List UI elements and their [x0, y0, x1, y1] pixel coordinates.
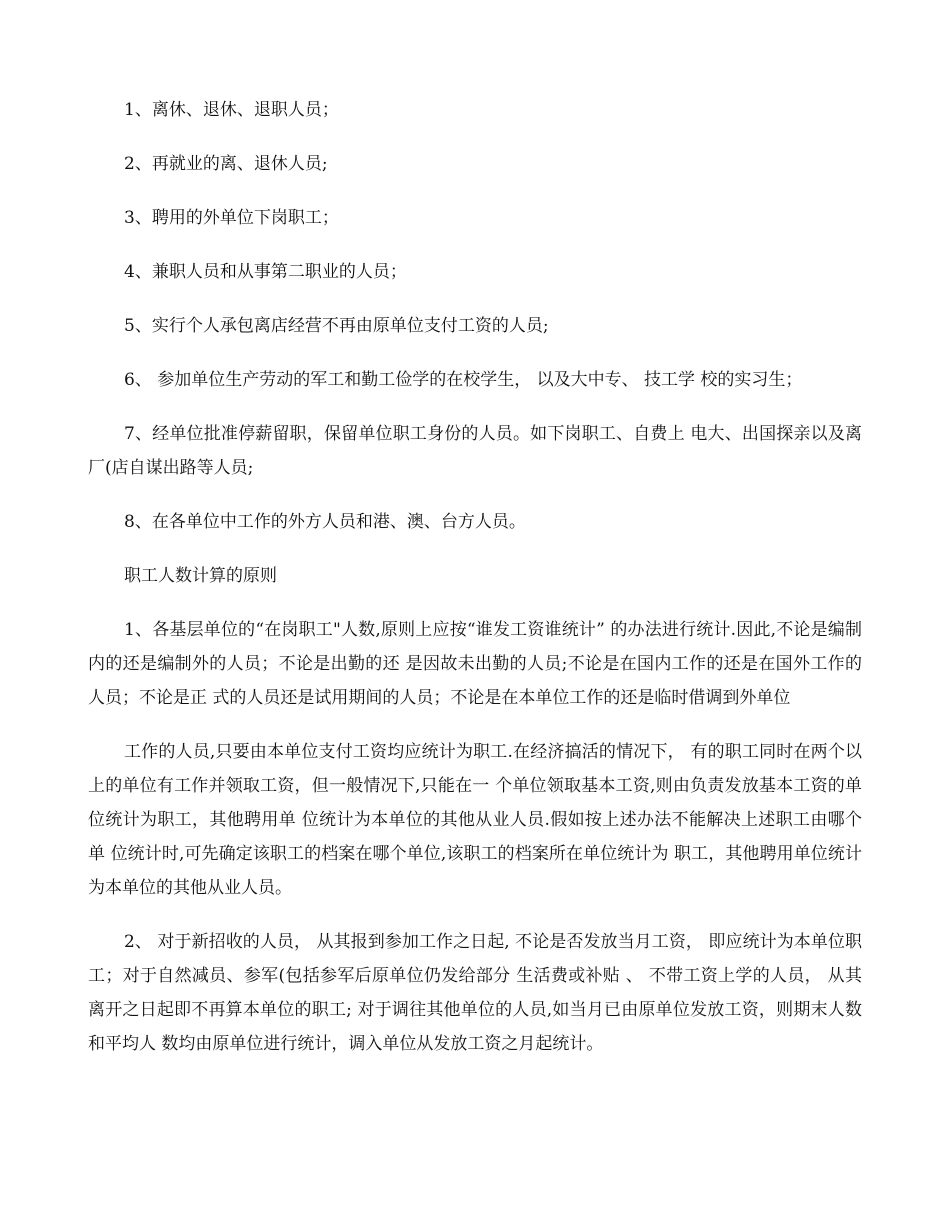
paragraph-exclusion-7: 7、经单位批准停薪留职，保留单位职工身份的人员。如下岗职工、自费上 电大、出国探亲以及离厂(店自谋出路等人员; [88, 424, 862, 478]
paragraph-principle-1-continued: 工作的人员,只要由本单位支付工资均应统计为职工.在经济搞活的情况下， 有的职工同时在两个以上的单位有工作并领取工资，但一般情况下,只能在一 个单位领取基本工资,则由负责发放基本工资的单位统计为职工，其他聘用单 位统计为本单位的其他从业人员.假如按上述办法不能解决上述职工由哪个单 位统计时,可先确定该职工的档案在哪个单位,该职工的档案所在单位统计为 职工，其他聘用单位统计为本单位的其他从业人员。 [88, 742, 862, 898]
paragraph-exclusion-3: 3、聘用的外单位下岗职工； [124, 208, 339, 228]
paragraph-exclusion-5: 5、实行个人承包离店经营不再由原单位支付工资的人员; [124, 316, 549, 336]
paragraph-exclusion-8: 8、在各单位中工作的外方人员和港、澳、台方人员。 [124, 512, 526, 532]
section-heading: 职工人数计算的原则 [124, 566, 277, 586]
paragraph-principle-2: 2、 对于新招收的人员， 从其报到参加工作之日起, 不论是否发放当月工资， 即应统计为本单位职工；对于自然减员、参军(包括参军后原单位仍发给部分 生活费或补贴 、 不带工资上学的人员， 从其离开之日起即不再算本单位的职工; 对于调往其他单位的人员,如当月已由原单位发放工资，则期末人数和平均人 数均由原单位进行统计，调入单位从发放工资之月起统计。 [88, 932, 862, 1054]
paragraph-exclusion-2: 2、再就业的离、退休人员; [124, 154, 328, 174]
paragraph-exclusion-1: 1、离休、退休、退职人员； [124, 100, 339, 120]
document-body [88, 93, 862, 1081]
paragraph-exclusion-4: 4、兼职人员和从事第二职业的人员； [124, 262, 407, 282]
paragraph-exclusion-6: 6、 参加单位生产劳动的军工和勤工俭学的在校学生， 以及大中专、 技工学 校的实习生； [124, 370, 803, 390]
paragraph-principle-1: 1、各基层单位的“在岗职工"人数,原则上应按“谁发工资谁统计” 的办法进行统计.因此,不论是编制内的还是编制外的人员；不论是出勤的还 是因故未出勤的人员;不论是在国内工作的还是在国外工作的人员；不论是正 式的人员还是试用期间的人员；不论是在本单位工作的还是临时借调到外单位 [88, 620, 862, 708]
